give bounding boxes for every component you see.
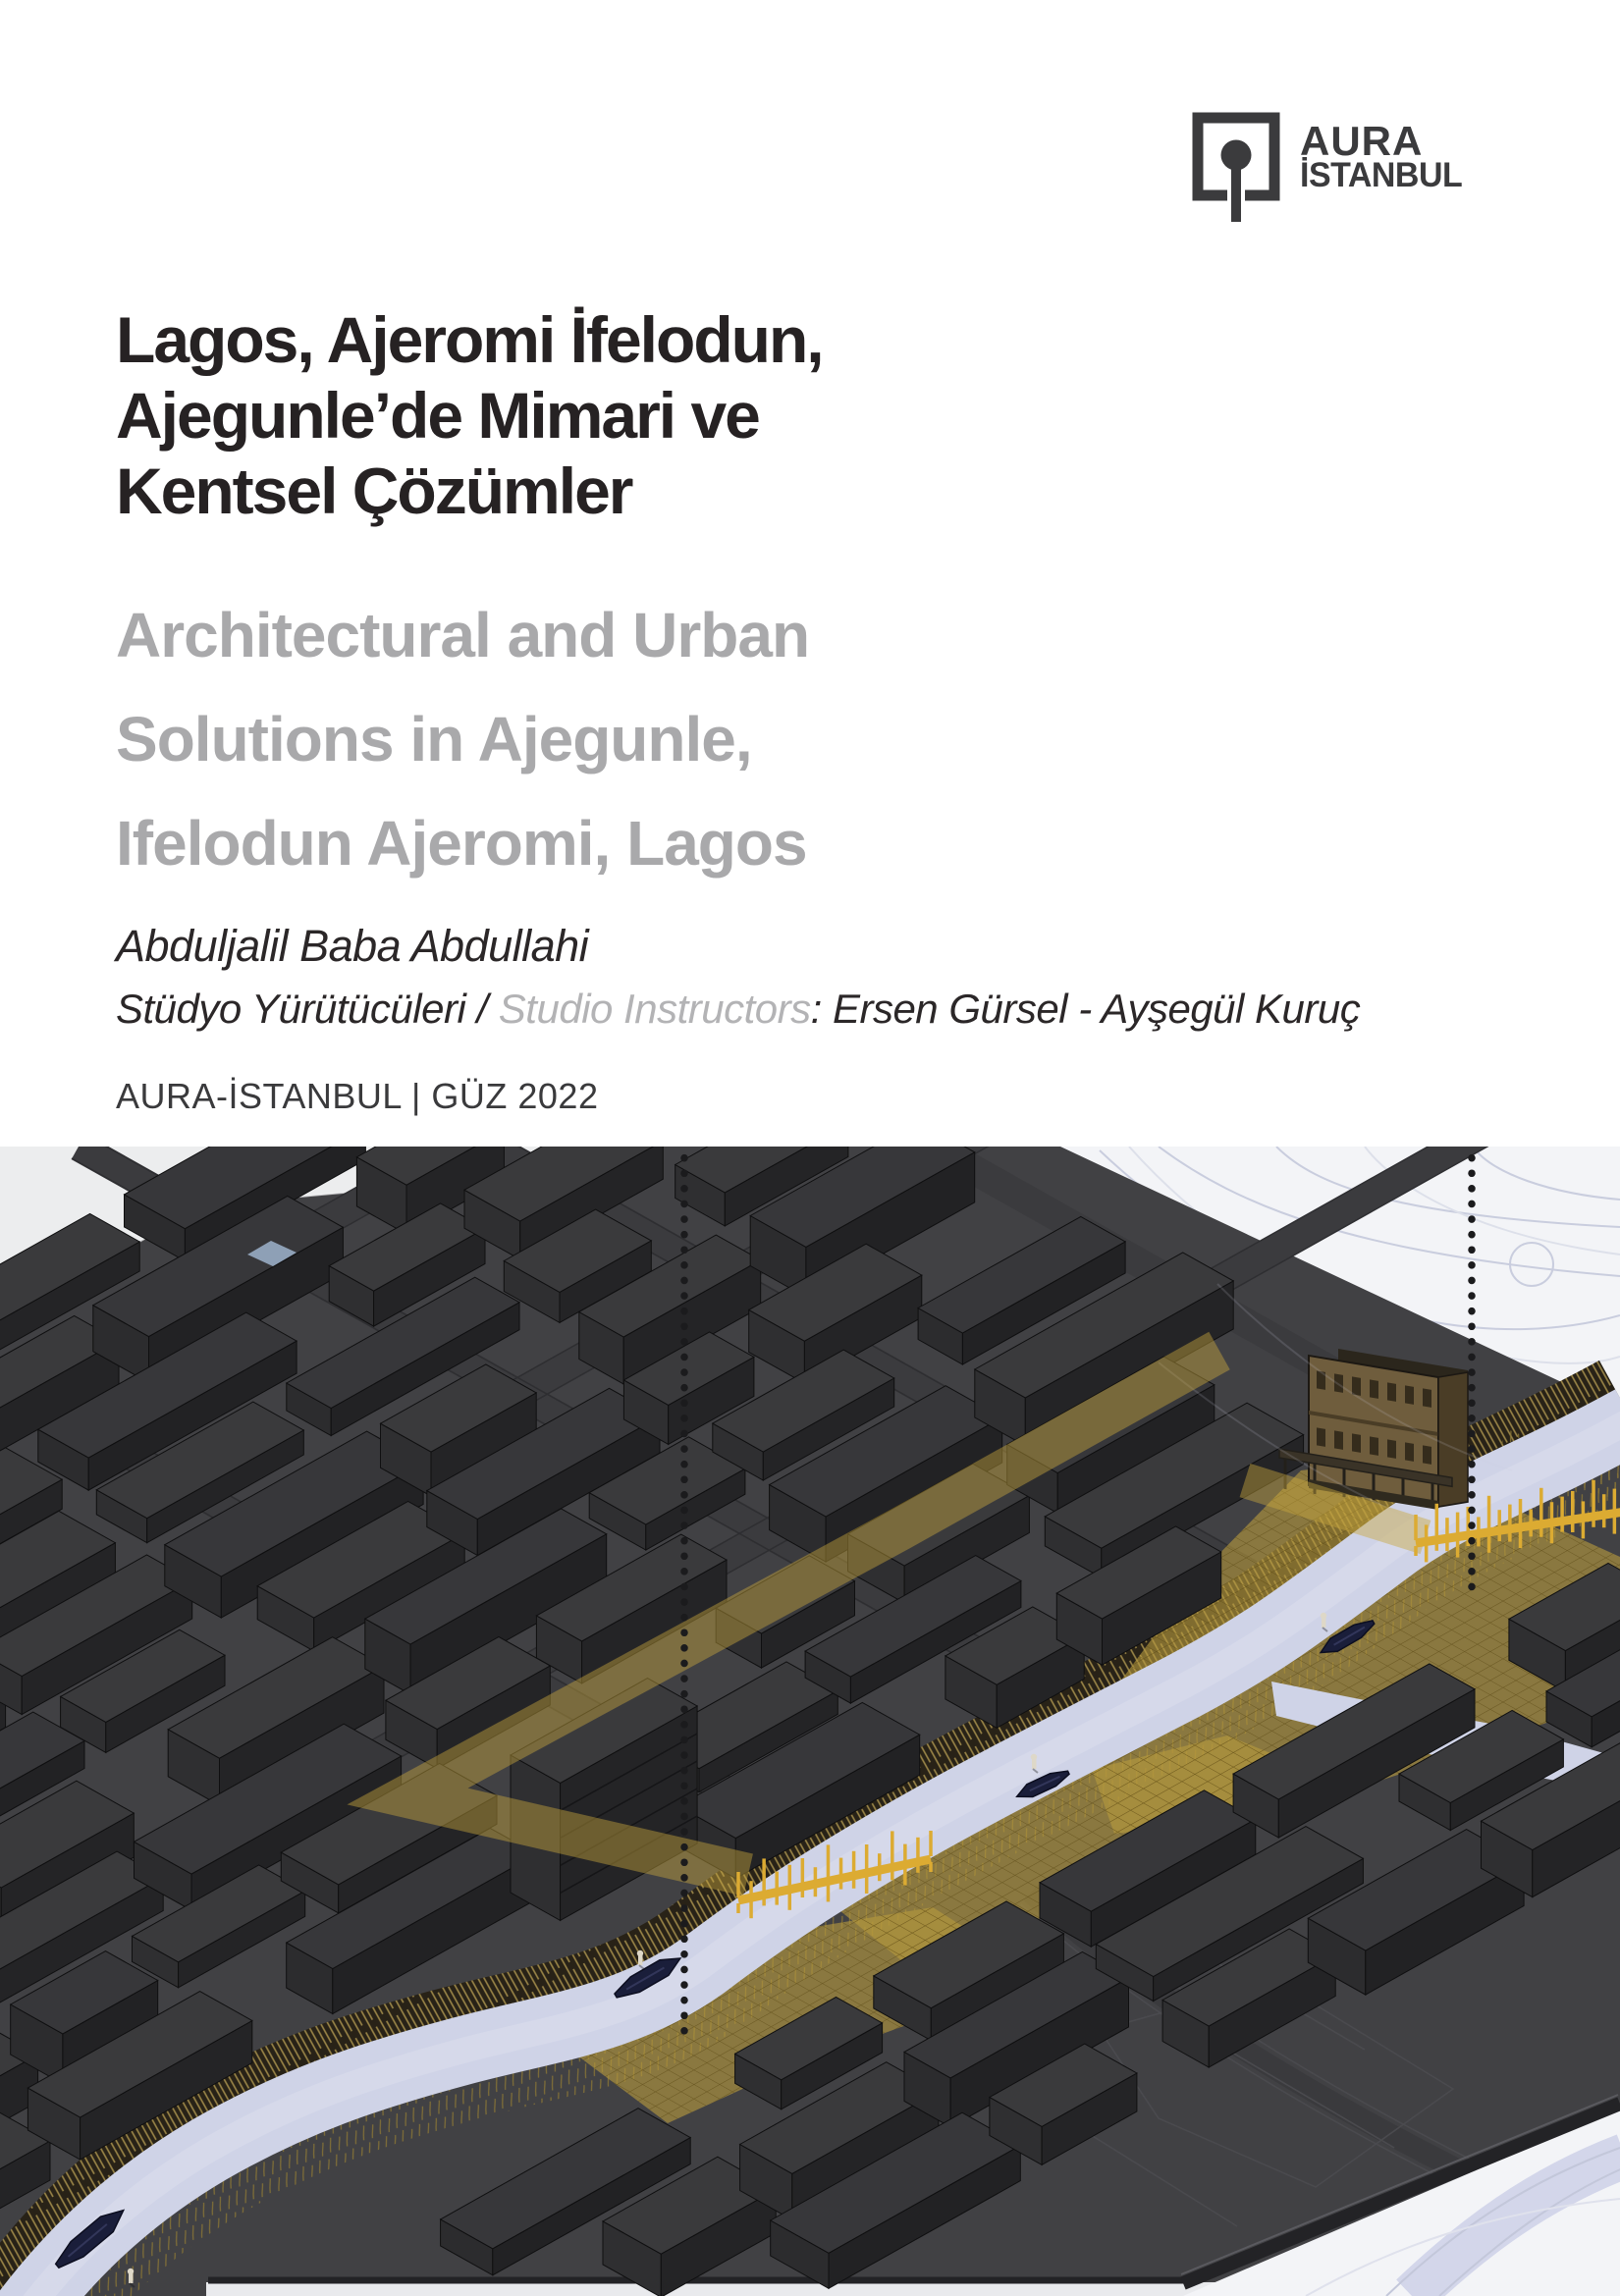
- title-tr-line: Kentsel Çözümler: [116, 454, 632, 527]
- program-session-line: AURA-İSTANBUL | GÜZ 2022: [116, 1076, 599, 1116]
- site-model-illustration: [0, 1147, 1620, 2296]
- instructors-line: [116, 986, 1360, 1033]
- title-tr-line: Lagos, Ajeromi İfelodun,: [116, 303, 823, 376]
- title-en-line: Solutions in Ajegunle,: [116, 704, 752, 774]
- title-en-line: Ifelodun Ajeromi, Lagos: [116, 808, 807, 879]
- instructors-label-tr: Stüdyo Yürütücüleri /: [116, 986, 499, 1032]
- title-en-line: Architectural and Urban: [116, 600, 810, 670]
- site-model-figure: [0, 1147, 1620, 2296]
- brand-line-2: İSTANBUL: [1300, 156, 1463, 194]
- aura-logo-text: [1300, 118, 1467, 194]
- brand-line-1: AURA: [1300, 118, 1424, 164]
- instructors-label-en: Studio Instructors: [498, 986, 811, 1032]
- title-tr-line: Ajegunle’de Mimari ve: [116, 379, 759, 452]
- instructors-names: : Ersen Gürsel - Ayşegül Kuruç: [810, 986, 1361, 1032]
- author-name: Abduljalil Baba Abdullahi: [116, 921, 589, 971]
- aura-logo-mark-icon: [1192, 112, 1280, 224]
- aura-istanbul-logo: [1192, 98, 1467, 224]
- page-title-turkish: [116, 302, 823, 529]
- page-title-english: [116, 583, 809, 895]
